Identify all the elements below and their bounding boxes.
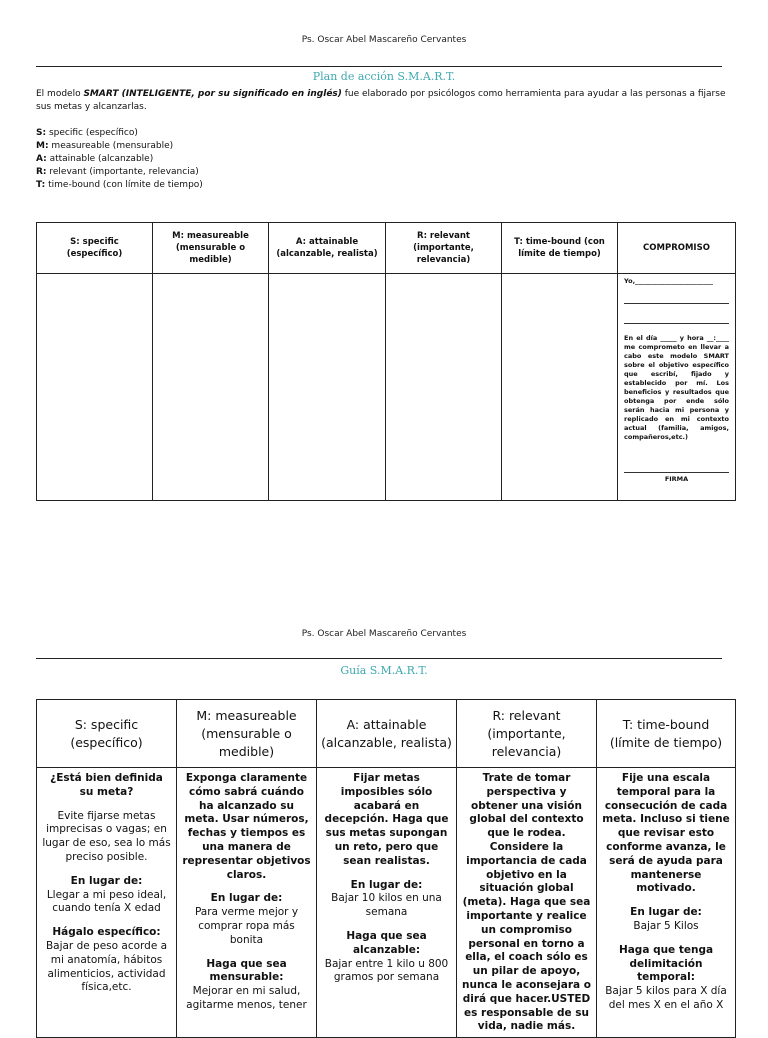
guide-m-p1: Para verme mejor y comprar ropa más bonita	[194, 906, 299, 946]
guide-header-a: A: attainable (alcanzable, realista)	[317, 700, 457, 768]
guide-s-p1: Evite fijarse metas imprecisas o vagas; en lugar de eso, sea lo más preciso posible.	[42, 809, 171, 863]
list-item: A: attainable (alcanzable)	[36, 154, 154, 164]
intro-paragraph	[36, 88, 736, 114]
plan-header-t: T: time-bound (con límite de tiempo)	[502, 223, 618, 274]
list-item: S: specific (específico)	[36, 128, 138, 138]
guide-s-h2: Hágalo específico:	[52, 926, 161, 939]
guide-a-h2: Haga que sea alcanzable:	[346, 929, 427, 956]
guide-t-h1: En lugar de:	[630, 906, 702, 919]
intro-bold: SMART (INTELIGENTE, por su significado en inglés)	[83, 89, 342, 99]
header-rule-2	[36, 658, 722, 659]
plan-cell-compromiso	[618, 274, 736, 501]
plan-header-compromiso: COMPROMISO	[618, 223, 736, 274]
intro-pre: El modelo	[36, 89, 84, 99]
plan-title: Plan de acción S.M.A.R.T.	[312, 70, 456, 83]
guide-cell-a	[317, 768, 457, 1038]
commit-firma: FIRMA	[624, 472, 729, 484]
guide-s-p2: Llegar a mi peso ideal, cuando tenía X edad	[46, 888, 167, 915]
guide-t-b1: Fije una escala temporal para la consecución de cada meta. Incluso si tiene que revisar esto conforme avanza, le será de ayuda para mantenerse motivado.	[602, 772, 730, 895]
guide-s-question: ¿Está bien definida su meta?	[50, 772, 163, 798]
plan-cell-s[interactable]	[37, 274, 153, 501]
guide-cell-t	[597, 768, 736, 1038]
guide-m-h2: Haga que sea mensurable:	[206, 957, 287, 984]
guide-header-m: M: measureable (mensurable o medible)	[177, 700, 317, 768]
plan-cell-r[interactable]	[386, 274, 502, 501]
guide-s-p3: Bajar de peso acorde a mi anatomía, hábitos alimenticios, actividad física,etc.	[45, 939, 168, 994]
commit-body: En el día _____ y hora __:____ me comprometo en llevar a cabo este modelo SMART sobre el objetivo específico que escribí, fijado y establecido por mí. Los beneficios y resultados que obtenga por ende sólo serán hacia mi persona y replicado en mi contexto actual (familia, amigos, compañeros,etc.)	[624, 334, 729, 441]
guide-t-p1: Bajar 5 Kilos	[633, 919, 699, 932]
plan-cell-a[interactable]	[269, 274, 386, 501]
plan-cell-m[interactable]	[153, 274, 269, 501]
guide-m-h1: En lugar de:	[210, 892, 283, 905]
plan-header-m: M: measureable (mensurable o medible)	[153, 223, 269, 274]
guide-m-b1: Exponga claramente cómo sabrá cuándo ha alcanzado su meta. Usar números, fechas y tiempos es una manera de representar objetivos claros.	[182, 772, 311, 881]
guide-a-h1: En lugar de:	[350, 878, 423, 891]
guide-title: Guía S.M.A.R.T.	[340, 664, 428, 677]
guide-table	[36, 699, 736, 1038]
guide-a-p1: Bajar 10 kilos en una semana	[331, 892, 442, 919]
guide-t-p2: Bajar 5 kilos para X día del mes X en el año X	[605, 985, 727, 1011]
guide-cell-s	[37, 768, 177, 1038]
guide-header-r: R: relevant (importante, relevancia)	[457, 700, 597, 768]
list-item: R: relevant (importante, relevancia)	[36, 167, 199, 177]
smart-list	[36, 127, 736, 192]
commit-yo: Yo,________________________	[624, 277, 714, 285]
plan-table	[36, 222, 736, 501]
guide-r-b1: Trate de tomar perspectiva y obtener una visión global del contexto que le rodea. Considere la importancia de cada objetivo en la situación global (meta). Haga que sea importante y realice un compromiso personal en torno a ella, el coach sólo es un pilar de apoyo, nunca le aconsejara o dirá que hacer.USTED es responsable de su vida, nadie más.	[462, 772, 591, 1033]
intro-post: fue elaborado por psicólogos como herramienta para ayudar a las personas a fijarse sus metas y alcanzarlas.	[36, 89, 726, 112]
list-item: M: measureable (mensurable)	[36, 141, 174, 151]
header-rule	[36, 66, 722, 67]
guide-t-h2: Haga que tenga delimitación temporal:	[618, 943, 714, 984]
guide-header-s: S: specific (específico)	[37, 700, 177, 768]
guide-a-p2: Bajar entre 1 kilo u 800 gramos por semana	[324, 957, 449, 984]
plan-cell-t[interactable]	[502, 274, 618, 501]
author-header: Ps. Oscar Abel Mascareño Cervantes	[301, 35, 467, 45]
guide-m-p2: Mejorar en mi salud, agitarme menos, tener	[186, 985, 307, 1011]
guide-s-h1: En lugar de:	[70, 874, 143, 887]
commit-blank-line	[624, 314, 729, 324]
list-item: T: time-bound (con límite de tiempo)	[36, 180, 203, 190]
plan-header-s: S: specific (específico)	[37, 223, 153, 274]
commit-blank-line	[624, 294, 729, 304]
guide-cell-m	[177, 768, 317, 1038]
guide-a-b1: Fijar metas imposibles sólo acabará en decepción. Haga que sus metas supongan un reto, pero que sean realistas.	[324, 772, 449, 867]
author-header-2: Ps. Oscar Abel Mascareño Cervantes	[301, 629, 467, 639]
guide-cell-r	[457, 768, 597, 1038]
plan-header-r: R: relevant (importante, relevancia)	[386, 223, 502, 274]
guide-header-t: T: time-bound (límite de tiempo)	[597, 700, 736, 768]
plan-header-a: A: attainable (alcanzable, realista)	[269, 223, 386, 274]
